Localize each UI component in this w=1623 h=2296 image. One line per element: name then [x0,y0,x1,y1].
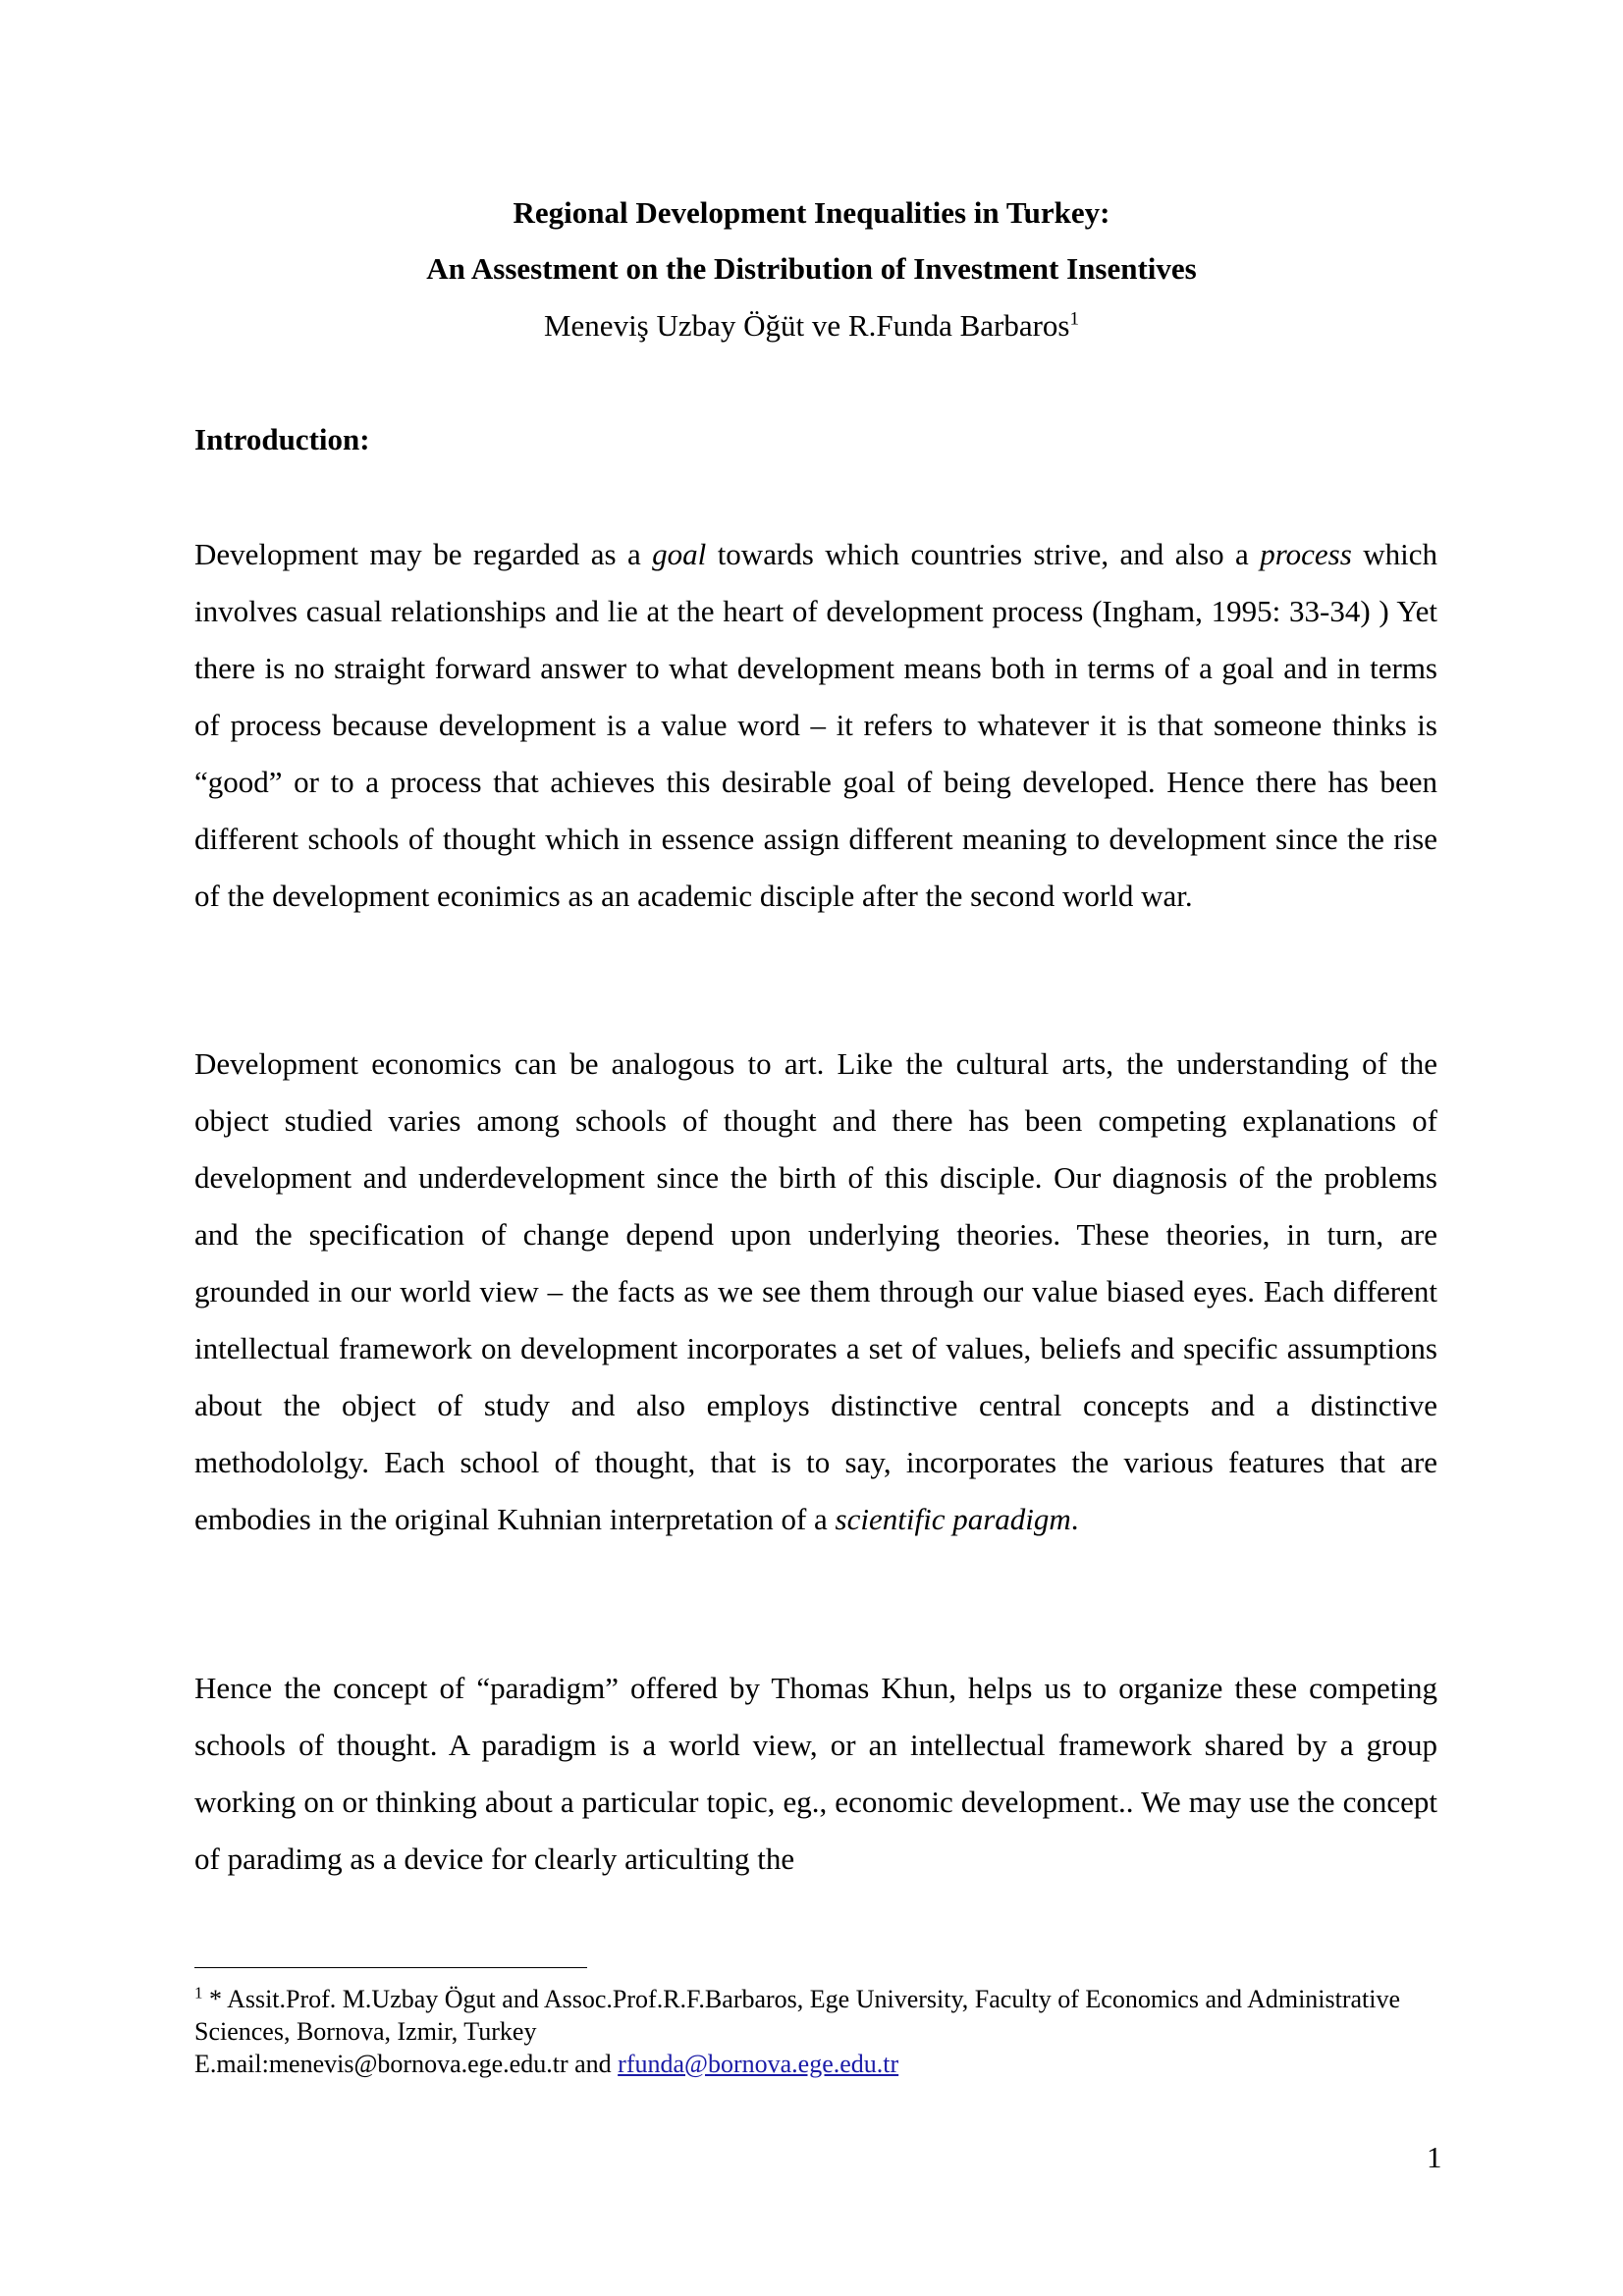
section-heading-introduction: Introduction: [194,422,370,456]
author-names: Meneviş Uzbay Öğüt ve R.Funda Barbaros [543,308,1070,343]
paper-title-line-2: An Assestment on the Distribution of Investment Insentives [426,251,1197,286]
footnote-email-prefix: E.mail:menevis@bornova.ege.edu.tr and [194,2050,619,2078]
emphasis-goal: goal [652,537,707,571]
footnote-separator [194,1967,587,1968]
author-line [0,306,1623,346]
email-link[interactable]: rfunda@bornova.ege.edu.tr [618,2050,899,2078]
footnote [194,1983,1432,2080]
paragraph-2 [194,1036,1437,1548]
paragraph-1-text-c: which involves casual relationships and lie at the heart of development process (Ingham, 1995: 33-34) ) Yet there is no straight forward answer to what development means both in terms of a goal and in terms of process because development is a value word – it refers to whatever it is that someone thinks is “good” or to a process that achieves this desirable goal of being developed. Hence there has been different schools of thought which in essence assign different meaning to development since the rise of the development econimics as an academic disciple after the second world war. [194,537,1437,913]
footnote-mark: 1 [194,1983,203,2002]
author-footnote-mark[interactable]: 1 [1069,308,1079,330]
paragraph-1 [194,526,1437,925]
emphasis-process: process [1260,537,1352,571]
paragraph-2-text-b: . [1070,1502,1079,1536]
paragraph-3: Hence the concept of “paradigm” offered by Thomas Khun, helps us to organize these competing schools of thought. A paradigm is a world view, or an intellectual framework shared by a group working on or thinking about a particular topic, eg., economic development.. We may use the concept of paradimg as a device for clearly articulting the [194,1671,1437,1876]
footnote-affiliation: * Assit.Prof. M.Uzbay Ögut and Assoc.Prof.R.F.Barbaros, Ege University, Faculty of Economics and Administrative Sciences, Bornova, Izmir, Turkey [194,1985,1401,2046]
page-number: 1 [1427,2140,1442,2174]
paper-title-line-1: Regional Development Inequalities in Turkey: [513,195,1110,230]
paragraph-2-text-a: Development economics can be analogous to art. Like the cultural arts, the understanding of the object studied varies among schools of thought and there has been competing explanations of development and underdevelopment since the birth of this disciple. Our diagnosis of the problems and the specification of change depend upon underlying theories. These theories, in turn, are grounded in our world view – the facts as we see them through our value biased eyes. Each different intellectual framework on development incorporates a set of values, beliefs and specific assumptions about the object of study and also employs distinctive central concepts and a distinctive methodololgy. Each school of thought, that is to say, incorporates the various features that are embodies in the original Kuhnian interpretation of a [194,1046,1437,1536]
paragraph-1-text-b: towards which countries strive, and also a [706,537,1261,571]
paragraph-1-text-a: Development may be regarded as a [194,537,653,571]
emphasis-scientific-paradigm: scientific paradigm [835,1502,1071,1536]
